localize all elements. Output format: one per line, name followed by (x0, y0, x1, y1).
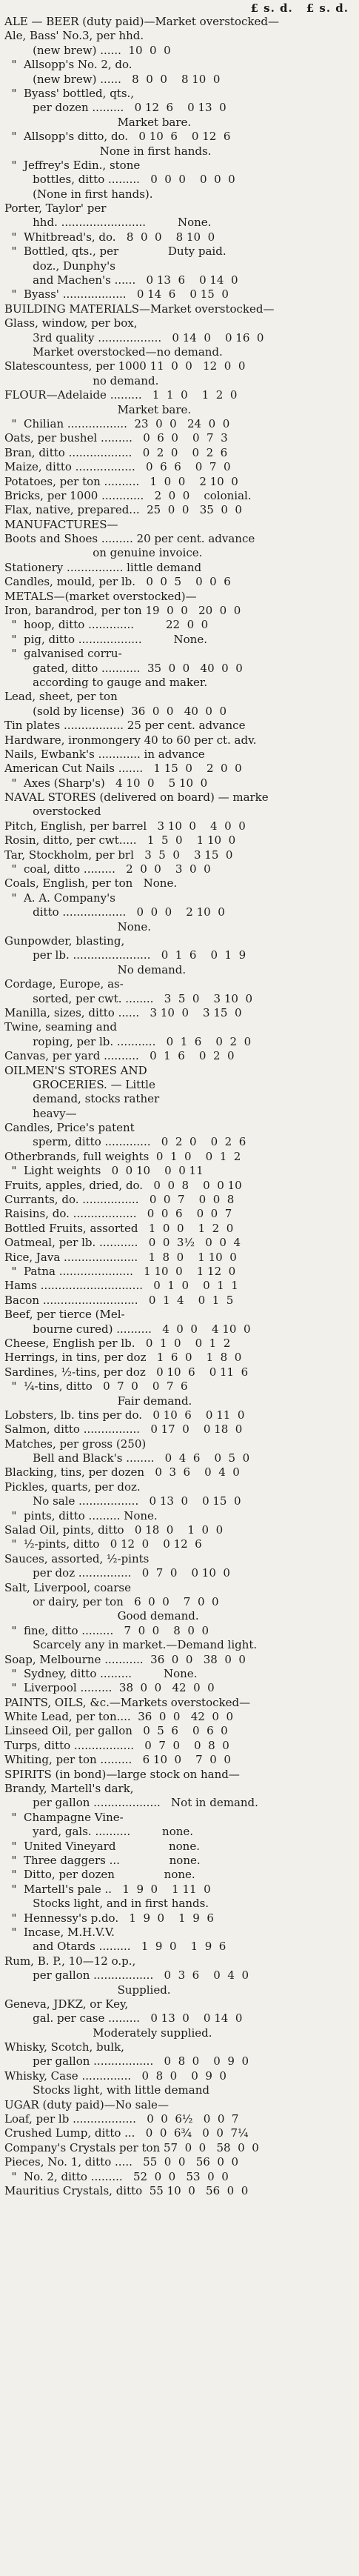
price-line: " galvanised corru- (4, 647, 122, 661)
price-line: Rosin, ditto, per cwt..... 1 5 0 1 10 0 (4, 833, 236, 848)
price-line: doz., Dunphy's (4, 259, 115, 273)
price-line: Whiting, per ton ......... 6 10 0 7 0 0 (4, 1753, 231, 1767)
price-line: gated, ditto ........... 35 0 0 40 0 0 (4, 661, 243, 675)
price-line: Porter, Taylor' per (4, 202, 107, 216)
price-line: Whisky, Scotch, bulk, (4, 2040, 124, 2054)
price-line: Moderately supplied. (4, 2026, 212, 2040)
price-line: " Allsopp's No. 2, do. (4, 58, 132, 72)
price-line: sorted, per cwt. ........ 3 5 0 3 10 0 (4, 991, 253, 1005)
price-line: Geneva, JDKZ, or Key, (4, 1997, 129, 2011)
price-line: and Machen's ...... 0 13 6 0 14 0 (4, 273, 238, 287)
price-line: " Whitbread's, do. 8 0 0 8 10 0 (4, 230, 215, 244)
price-line: or dairy, per ton 6 0 0 7 0 0 (4, 1594, 219, 1608)
price-line: no demand. (4, 373, 159, 387)
price-line: Soap, Melbourne ........... 36 0 0 38 0 0 (4, 1652, 246, 1666)
price-line: Scarcely any in market.—Demand light. (4, 1638, 258, 1652)
price-line: Bacon ........................... 0 1 4 0 1 5 (4, 1293, 234, 1307)
price-line: Sardines, ½-tins, per doz 0 10 6 0 11 6 (4, 1365, 249, 1379)
price-line: None. (4, 919, 152, 933)
price-line: " ¼-tins, ditto 0 7 0 0 7 6 (4, 1379, 188, 1394)
price-line: per gallon ................. 0 8 0 0 9 0 (4, 2054, 249, 2069)
price-line: according to gauge and maker. (4, 675, 208, 689)
price-line: (new brew) ...... 10 0 0 (4, 43, 171, 57)
price-line: on genuine invoice. (4, 546, 203, 560)
price-line: Linseed Oil, per gallon 0 5 6 0 6 0 (4, 1724, 228, 1738)
price-line: Fruits, apples, dried, do. 0 0 8 0 0 10 (4, 1178, 242, 1192)
price-line: Cheese, English per lb. 0 1 0 0 1 2 (4, 1336, 231, 1350)
price-line: Mauritius Crystals, ditto 55 10 0 56 0 0 (4, 2183, 249, 2197)
price-line: per lb. ...................... 0 1 6 0 1 9 (4, 948, 246, 962)
price-line: METALS—(market overstocked)— (4, 589, 197, 603)
price-line: " fine, ditto ......... 7 0 0 8 0 0 (4, 1623, 209, 1637)
price-line: Beef, per tierce (Mel- (4, 1308, 125, 1322)
price-line: Pitch, English, per barrel 3 10 0 4 0 0 (4, 819, 246, 833)
price-line: Candles, Price's patent (4, 1121, 135, 1135)
price-line: Hams ............................. 0 1 0 0 1 1 (4, 1279, 238, 1293)
price-line: SPIRITS (in bond)—large stock on hand— (4, 1767, 240, 1781)
price-line: per gallon ................. 0 3 6 0 4 0 (4, 1968, 249, 1983)
price-line: " Liverpool ......... 38 0 0 42 0 0 (4, 1681, 215, 1695)
price-line: No demand. (4, 962, 187, 976)
price-line: Candles, mould, per lb. 0 0 5 0 0 6 (4, 575, 231, 589)
price-line: " No. 2, ditto ......... 52 0 0 53 0 0 (4, 2169, 229, 2183)
price-line: Slatescountess, per 1000 11 0 0 12 0 0 (4, 359, 246, 373)
price-line: Otherbrands, full weights 0 1 0 0 1 2 (4, 1149, 241, 1163)
price-line: American Cut Nails ....... 1 15 0 2 0 0 (4, 762, 242, 776)
price-list (0, 15, 359, 2198)
price-line: Ale, Bass' No.3, per hhd. (4, 29, 144, 43)
price-line: Boots and Shoes ......... 20 per cent. advance (4, 532, 255, 546)
price-line: per gallon ................... Not in demand. (4, 1796, 258, 1810)
price-line: Turps, ditto ................. 0 7 0 0 8 0 (4, 1738, 229, 1752)
price-line: per doz ............... 0 7 0 0 10 0 (4, 1566, 230, 1580)
price-line: Salmon, ditto ................ 0 17 0 0 18 0 (4, 1422, 243, 1437)
price-line: " Allsopp's ditto, do. 0 10 6 0 12 6 (4, 130, 231, 144)
price-line: (sold by license) 36 0 0 40 0 0 (4, 704, 227, 718)
price-line: No sale ................. 0 13 0 0 15 0 (4, 1494, 241, 1508)
price-line: Pickles, quarts, per doz. (4, 1480, 141, 1494)
price-line: " Patna ..................... 1 10 0 1 12 0 (4, 1264, 236, 1278)
price-line: Manilla, sizes, ditto ...... 3 10 0 3 15 0 (4, 1005, 242, 1019)
price-line: sperm, ditto ............. 0 2 0 0 2 6 (4, 1135, 246, 1149)
price-line: bottles, ditto ......... 0 0 0 0 0 0 (4, 173, 235, 187)
price-line: " Light weights 0 0 10 0 0 11 (4, 1164, 204, 1178)
price-line: Blacking, tins, per dozen 0 3 6 0 4 0 (4, 1465, 240, 1480)
price-line: Maize, ditto ................. 0 6 6 0 7 0 (4, 460, 231, 474)
price-line: 3rd quality .................. 0 14 0 0 16 0 (4, 330, 264, 345)
price-line: Gunpowder, blasting, (4, 934, 125, 948)
price-line: Cordage, Europe, as- (4, 977, 124, 991)
price-line: " Sydney, ditto ......... None. (4, 1666, 198, 1680)
price-line: Flax, native, prepared... 25 0 0 35 0 0 (4, 503, 242, 517)
price-line: GROCERIES. — Little (4, 1077, 155, 1091)
price-line: " Three daggers ... none. (4, 1854, 201, 1867)
price-line: " hoop, ditto ............. 22 0 0 (4, 618, 209, 632)
price-line: " pints, ditto ......... None. (4, 1508, 158, 1522)
price-line: " Byass' .................. 0 14 6 0 15 0 (4, 287, 229, 302)
price-line: " coal, ditto ......... 2 0 0 3 0 0 (4, 862, 211, 876)
price-line: Bottled Fruits, assorted 1 0 0 1 2 0 (4, 1221, 234, 1235)
price-line: None in first hands. (4, 144, 212, 158)
price-line: " ½-pints, ditto 0 12 0 0 12 6 (4, 1537, 202, 1551)
price-line: " United Vineyard none. (4, 1839, 200, 1853)
price-line: " Jeffrey's Edin., stone (4, 158, 141, 172)
price-line: NAVAL STORES (delivered on board) — marke (4, 791, 269, 805)
price-line: Bricks, per 1000 ............ 2 0 0 colonial. (4, 488, 252, 502)
column-header-low: £ s. d. (250, 1, 293, 15)
price-line: hhd. ........................ None. (4, 216, 212, 230)
price-line: Fair demand. (4, 1394, 192, 1408)
price-line: ditto .................. 0 0 0 2 10 0 (4, 905, 225, 919)
price-line: Salad Oil, pints, ditto 0 18 0 1 0 0 (4, 1523, 224, 1537)
price-line: Tar, Stockholm, per brl 3 5 0 3 15 0 (4, 848, 233, 862)
price-line: demand, stocks rather (4, 1092, 160, 1106)
price-line: Salt, Liverpool, coarse (4, 1580, 131, 1594)
price-line: Glass, window, per box, (4, 316, 138, 330)
price-line: Market bare. (4, 402, 192, 416)
price-line: " Champagne Vine- (4, 1810, 124, 1824)
price-line: Market bare. (4, 115, 192, 129)
price-line: Stocks light, and in first hands. (4, 1897, 209, 1911)
price-line: Market overstocked—no demand. (4, 345, 223, 359)
price-line: White Lead, per ton.... 36 0 0 42 0 0 (4, 1710, 234, 1724)
price-line: PAINTS, OILS, &c.—Markets overstocked— (4, 1695, 251, 1709)
price-line: Hardware, ironmongery 40 to 60 per ct. adv. (4, 733, 257, 747)
price-line: Lobsters, lb. tins per do. 0 10 6 0 11 0 (4, 1408, 245, 1422)
price-line: Pieces, No. 1, ditto ..... 55 0 0 56 0 0 (4, 2155, 238, 2169)
price-line: " Axes (Sharp's) 4 10 0 5 10 0 (4, 776, 208, 790)
price-line: " Ditto, per dozen none. (4, 1868, 195, 1882)
price-line: Stationery ................ little demand (4, 560, 202, 574)
price-line: Loaf, per lb .................. 0 0 6½ 0 0 7 (4, 2112, 239, 2126)
price-line: (new brew) ...... 8 0 0 8 10 0 (4, 72, 221, 86)
price-line: Rum, B. P., 10—12 o.p., (4, 1954, 136, 1968)
price-line: " Chilian ................. 23 0 0 24 0 0 (4, 416, 230, 430)
price-line: Brandy, Martell's dark, (4, 1782, 134, 1796)
price-line: Potatoes, per ton .......... 1 0 0 2 10 0 (4, 474, 238, 488)
price-line: UGAR (duty paid)—No sale— (4, 2097, 169, 2111)
price-line: Rice, Java ..................... 1 8 0 1 10 0 (4, 1250, 237, 1264)
price-line: Lead, sheet, per ton (4, 690, 118, 704)
price-line: Sauces, assorted, ½-pints (4, 1551, 150, 1565)
column-header (0, 0, 359, 15)
price-line: Twine, seaming and (4, 1020, 117, 1034)
price-line: Good demand. (4, 1609, 199, 1623)
price-line: heavy— (4, 1106, 77, 1120)
price-line: Matches, per gross (250) (4, 1437, 147, 1451)
price-line: " Bottled, qts., per Duty paid. (4, 244, 227, 259)
price-line: Whisky, Case .............. 0 8 0 0 9 0 (4, 2069, 227, 2083)
price-line: " Byass' bottled, qts., (4, 86, 135, 100)
price-line: Coals, English, per ton None. (4, 876, 178, 891)
price-line: Canvas, per yard .......... 0 1 6 0 2 0 (4, 1049, 235, 1063)
price-line: MANUFACTURES— (4, 517, 118, 531)
price-line: Supplied. (4, 1983, 171, 1997)
price-line: bourne cured) .......... 4 0 0 4 10 0 (4, 1322, 251, 1336)
price-line: FLOUR—Adelaide ......... 1 1 0 1 2 0 (4, 388, 238, 402)
price-line: Currants, do. ................ 0 0 7 0 0 8 (4, 1193, 235, 1207)
price-line: OILMEN'S STORES AND (4, 1063, 147, 1077)
price-line: Herrings, in tins, per doz 1 6 0 1 8 0 (4, 1351, 242, 1365)
price-line: gal. per case ......... 0 13 0 0 14 0 (4, 2011, 243, 2026)
price-line: " Incase, M.H.V.V. (4, 1925, 115, 1939)
price-line: Stocks light, with little demand (4, 2083, 209, 2097)
price-line: and Otards ......... 1 9 0 1 9 6 (4, 1940, 227, 1954)
price-line: Tin plates ................. 25 per cent. advance (4, 719, 246, 733)
price-line: (None in first hands). (4, 187, 153, 201)
price-line: " Hennessy's p.do. 1 9 0 1 9 6 (4, 1911, 214, 1925)
price-line: " A. A. Company's (4, 891, 115, 905)
price-line: Iron, barandrod, per ton 19 0 0 20 0 0 (4, 604, 241, 618)
price-line: Nails, Ewbank's ............ in advance (4, 747, 205, 761)
price-line: Crushed Lump, ditto ... 0 0 6¾ 0 0 7¼ (4, 2126, 249, 2140)
price-line: Oats, per bushel ......... 0 6 0 0 7 3 (4, 431, 228, 445)
price-line: Bell and Black's ........ 0 4 6 0 5 0 (4, 1451, 250, 1465)
price-line: overstocked (4, 805, 101, 819)
price-line: Raisins, do. .................. 0 0 6 0 0 7 (4, 1207, 232, 1221)
price-line: Oatmeal, per lb. ........... 0 0 3½ 0 0 4 (4, 1236, 241, 1250)
price-line: roping, per lb. ........... 0 1 6 0 2 0 (4, 1034, 252, 1048)
column-header-high: £ s. d. (306, 1, 349, 15)
price-line: yard, gals. .......... none. (4, 1825, 194, 1839)
price-line: Company's Crystals per ton 57 0 0 58 0 0 (4, 2140, 259, 2154)
price-line: BUILDING MATERIALS—Market overstocked— (4, 302, 275, 316)
price-line: Bran, ditto .................. 0 2 0 0 2 6 (4, 445, 228, 459)
price-line: ALE — BEER (duty paid)—Market overstocked— (4, 15, 279, 28)
price-line: per dozen ......... 0 12 6 0 13 0 (4, 101, 227, 115)
price-line: " Martell's pale .. 1 9 0 1 11 0 (4, 1882, 211, 1896)
price-line: " pig, ditto .................. None. (4, 632, 207, 646)
